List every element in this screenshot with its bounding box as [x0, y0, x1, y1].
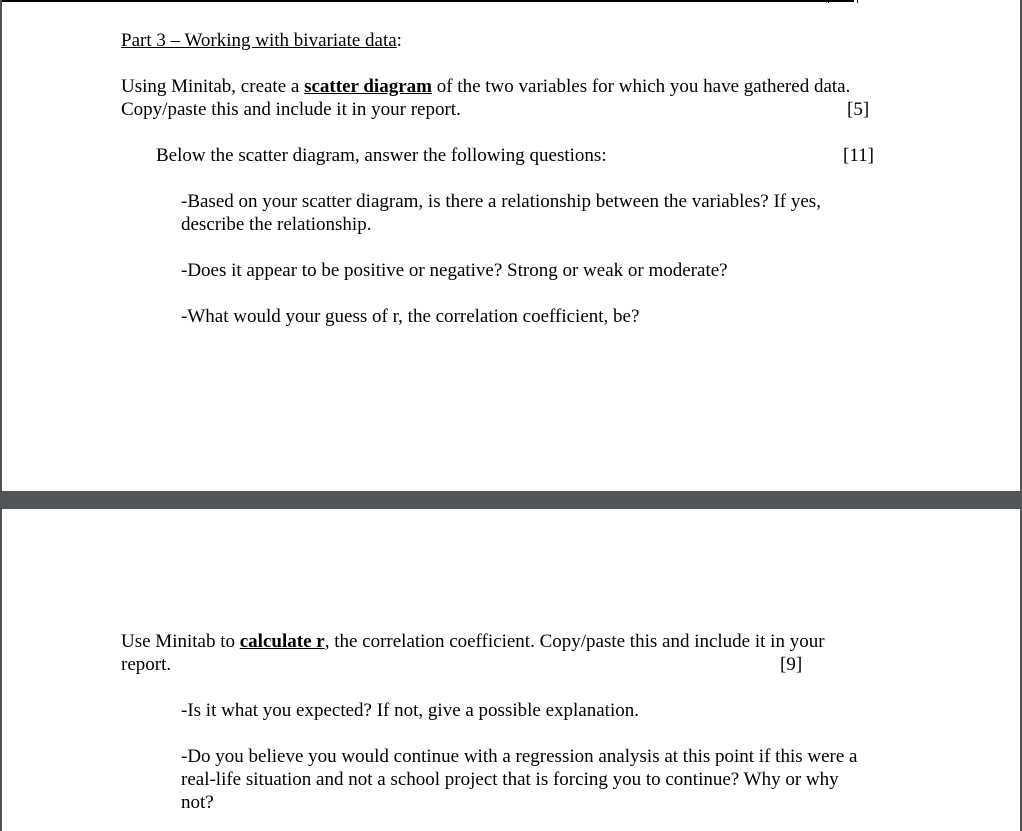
document-page-bottom [2, 509, 1020, 831]
correlation-marks: [9] [780, 654, 803, 675]
correlation-instruction-line2: report. [121, 654, 172, 675]
scatter-marks: [5] [847, 99, 870, 120]
questions-intro: Below the scatter diagram, answer the following questions: [156, 145, 607, 166]
calculate-r-emphasis: calculate r [239, 631, 325, 652]
question-guess-r: -What would your guess of r, the correlation coefficient, be? [181, 306, 640, 327]
question-expected: -Is it what you expected? If not, give a possible explanation. [181, 700, 639, 721]
scatter-diagram-emphasis: scatter diagram [304, 76, 432, 97]
document-page-top [2, 0, 1020, 491]
question-regression-line2: real-life situation and not a school project that is forcing you to continue? Why or why [181, 769, 839, 790]
part3-heading [121, 29, 402, 52]
part3-heading-prefix: Part 3 – [121, 30, 185, 51]
scatter-instruction-line1 [121, 75, 850, 98]
correlation-line1-post: , the correlation coefficient. Copy/paste this and include it in your [324, 631, 825, 652]
scatter-instruction-line2: Copy/paste this and include it in your report. [121, 99, 461, 120]
question-relationship-line2: describe the relationship. [181, 214, 372, 235]
correlation-line1-pre: Use Minitab to [121, 631, 240, 652]
scatter-line1-post: of the two variables for which you have gathered data. [431, 76, 851, 97]
questions-marks: [11] [843, 145, 874, 166]
page-cut-bracket [828, 0, 858, 3]
question-direction-strength: -Does it appear to be positive or negative? Strong or weak or moderate? [181, 260, 728, 281]
question-regression-line1: -Do you believe you would continue with a regression analysis at this point if this were a [181, 746, 858, 767]
correlation-instruction-line1 [121, 630, 825, 653]
page-cut-line [2, 0, 854, 2]
part3-heading-colon: : [396, 30, 402, 51]
question-regression-line3: not? [181, 792, 214, 813]
question-relationship-line1: -Based on your scatter diagram, is there a relationship between the variables? If yes, [181, 191, 821, 212]
part3-heading-main: Working with bivariate data [184, 30, 397, 51]
scatter-line1-pre: Using Minitab, create a [121, 76, 305, 97]
